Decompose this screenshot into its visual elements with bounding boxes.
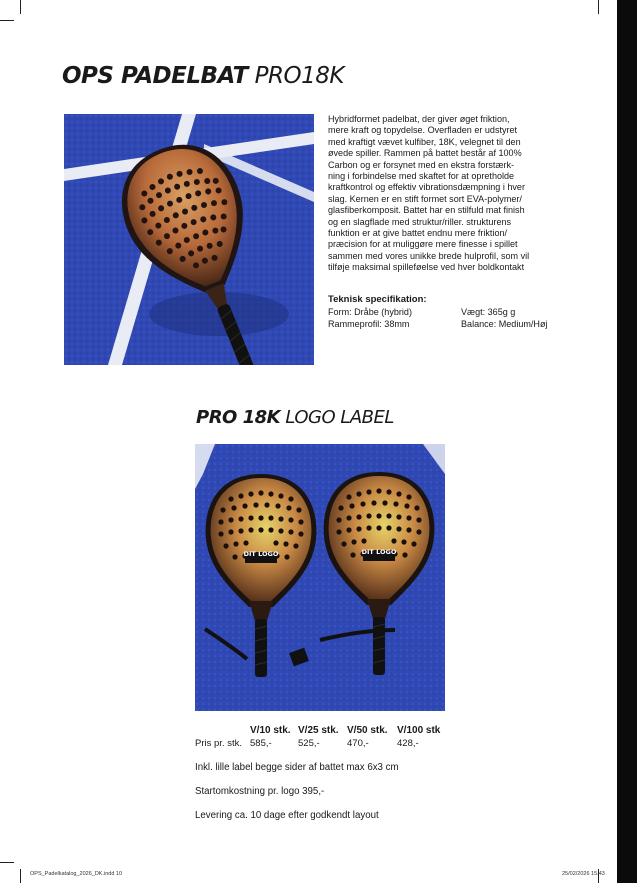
product-title-bold: OPS PADELBAT [62,63,248,89]
product-title [62,63,344,89]
section-title-bold: PRO 18K [196,407,281,428]
description-line: øvede spiller. Rammen på battet består af 100% [328,148,522,159]
note-delivery: Levering ca. 10 dage efter godkendt layout [195,810,379,821]
description-line: præcision for at muliggøre mere finesse i spillet [328,239,518,250]
spec-frame-profile: Rammeprofil: 38mm [328,319,410,329]
description-line: kraftkontrol og effektiv vibrationsdæmpning i hver [328,182,525,193]
product-title-model: PRO18K [254,63,344,89]
description-line: funktion er at give battet endnu mere friktion/ [328,228,508,239]
logo-label-text: DIT LOGO [243,550,279,558]
description-line: Hybridformet padelbat, der giver øget friktion, [328,114,510,124]
section-title [196,407,394,428]
crop-mark [0,20,14,21]
section-title-light: LOGO LABEL [285,407,394,428]
price-header-10: V/10 stk. [250,725,291,736]
product-description [328,114,578,274]
crop-mark [598,0,599,14]
footer-timestamp: 25/02/2026 15.43 [562,871,605,877]
racket-photo [64,114,314,365]
price-header-100: V/100 stk [397,725,441,736]
price-100: 428,- [397,738,419,749]
price-50: 470,- [347,738,369,749]
description-line: Carbon og er forsynet med en ekstra forstærk- [328,159,515,170]
price-25: 525,- [298,738,320,749]
logo-label-text: DIT LOGO [361,548,397,556]
description-line: tilføje maksimal spilleføelse ved hver boldkontakt [328,262,525,273]
description-line: sammen med vores unikke brede hulprofil, som vil [328,250,530,261]
description-line: slag. Kernen er en stift formet sort EVA-polymer/ [328,193,522,204]
spec-form: Form: Dråbe (hybrid) [328,307,412,317]
crop-mark [0,862,14,863]
price-10: 585,- [250,738,272,749]
crop-mark [20,869,21,883]
spec-heading: Teknisk specifikation: [328,294,427,305]
bleed-bar [617,0,637,883]
description-line: glasfiberkomposit. Battet har en stilfuld mat finish [328,205,525,216]
price-header-50: V/50 stk. [347,725,388,736]
price-header-25: V/25 stk. [298,725,339,736]
logo-label-photo [195,444,445,711]
price-row-label: Pris pr. stk. [195,738,242,749]
description-line: mere kraft og topydelse. Overfladen er udstyret [328,125,518,136]
note-label-size: Inkl. lille label begge sider af battet max 6x3 cm [195,762,399,773]
description-line: ning i forbindelse med skaftet for at opretholde [328,171,515,182]
spec-balance: Balance: Medium/Høj [461,319,548,329]
spec-weight: Vægt: 365g g [461,307,516,317]
footer-filename: OPS_Padelkatalog_2026_DK.indd 10 [30,871,123,877]
description-line: og en slagflade med struktur/riller. strukturens [328,216,512,227]
crop-mark [20,0,21,14]
note-setup-cost: Startomkostning pr. logo 395,- [195,786,325,797]
description-line: med kraftigt vævet kulfiber, 18K, velegnet til den [328,136,521,147]
